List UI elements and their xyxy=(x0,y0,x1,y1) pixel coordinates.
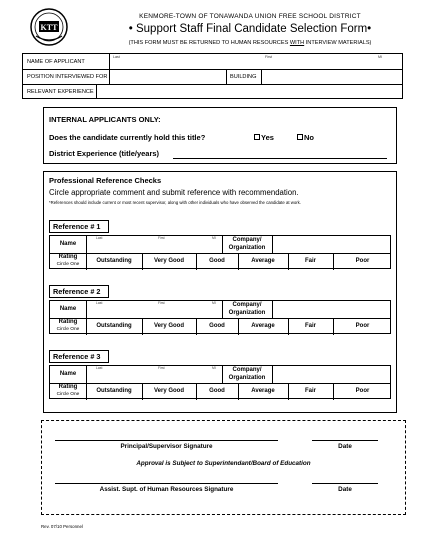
organization-label: Organization xyxy=(228,245,266,251)
company-label: Company/ xyxy=(232,367,262,373)
rating-option-poor[interactable]: Poor xyxy=(355,388,370,394)
internal-title: INTERNAL APPLICANTS ONLY: xyxy=(49,115,161,124)
company-label: Company/ xyxy=(232,237,262,243)
rating-option-good[interactable]: Good xyxy=(209,323,225,329)
date-line-2[interactable] xyxy=(312,483,378,484)
rating-option-outstanding[interactable]: Outstanding xyxy=(96,323,132,329)
rating-option-very-good[interactable]: Very Good xyxy=(153,323,184,329)
company-field[interactable] xyxy=(274,238,390,251)
circle-one-label: Circle One xyxy=(56,327,80,332)
date-label-1: Date xyxy=(338,443,352,450)
divider xyxy=(109,69,110,84)
first-hint: First xyxy=(158,301,165,305)
reference-1-table xyxy=(49,235,391,269)
rating-label: Rating xyxy=(58,254,78,260)
assistant-signature-line[interactable] xyxy=(55,483,278,484)
district-logo xyxy=(30,8,68,46)
signature-box xyxy=(41,420,406,515)
name-label: Name xyxy=(59,241,77,247)
reference-3-label: Reference # 3 xyxy=(49,350,109,363)
last-hint: Last xyxy=(113,55,120,59)
experience-label: RELEVANT EXPERIENCE xyxy=(27,89,94,95)
rating-option-good[interactable]: Good xyxy=(209,388,225,394)
divider xyxy=(96,84,97,99)
reference-checks-box xyxy=(43,171,397,413)
reference-2-table xyxy=(49,300,391,334)
principal-signature-label: Principal/Supervisor Signature xyxy=(120,443,213,450)
first-hint: First xyxy=(265,55,272,59)
rating-option-fair[interactable]: Fair xyxy=(304,388,316,394)
internal-applicants-box xyxy=(43,107,397,164)
rating-option-average[interactable]: Average xyxy=(251,388,275,394)
circle-one-label: Circle One xyxy=(56,262,80,267)
applicant-name-field[interactable] xyxy=(111,56,401,67)
hold-title-question: Does the candidate currently hold this title? xyxy=(49,133,206,142)
applicant-info-table xyxy=(22,53,403,99)
organization-label: Organization xyxy=(228,375,266,381)
assistant-signature-label: Assist. Supt. of Human Resources Signature xyxy=(99,486,234,493)
rating-option-fair[interactable]: Fair xyxy=(304,258,316,264)
mi-hint: MI xyxy=(212,301,216,305)
rating-option-poor[interactable]: Poor xyxy=(355,258,370,264)
reference-2-label: Reference # 2 xyxy=(49,285,109,298)
organization-label: Organization xyxy=(228,310,266,316)
divider xyxy=(226,69,227,84)
no-label: No xyxy=(304,133,314,142)
approval-note: Approval is Subject to Superintendant/Board of Education xyxy=(136,460,311,467)
divider xyxy=(86,366,87,400)
reference-1-label: Reference # 1 xyxy=(49,220,109,233)
row-divider xyxy=(50,383,390,384)
rating-option-very-good[interactable]: Very Good xyxy=(153,258,184,264)
company-field[interactable] xyxy=(274,368,390,381)
reference-name-field[interactable] xyxy=(88,368,220,381)
rating-label: Rating xyxy=(58,384,78,390)
revision-note: Rev. 07/10 Personnel xyxy=(41,524,83,529)
principal-signature-line[interactable] xyxy=(55,440,278,441)
subtitle-post: INTERVIEW MATERIALS) xyxy=(304,40,372,46)
district-experience-label: District Experience (title/years) xyxy=(49,149,160,158)
divider xyxy=(272,236,273,253)
name-of-applicant-label: NAME OF APPLICANT xyxy=(27,59,85,65)
divider xyxy=(86,236,87,270)
mi-hint: MI xyxy=(212,236,216,240)
first-hint: First xyxy=(158,366,165,370)
divider xyxy=(109,54,110,69)
name-label: Name xyxy=(59,371,77,377)
mi-hint: MI xyxy=(212,366,216,370)
rating-option-average[interactable]: Average xyxy=(251,323,275,329)
name-label: Name xyxy=(59,306,77,312)
last-hint: Last xyxy=(96,301,103,305)
position-label: POSITION INTERVIEWED FOR xyxy=(27,74,108,80)
form-title: • Support Staff Final Candidate Selection Form• xyxy=(128,23,372,35)
rating-option-outstanding[interactable]: Outstanding xyxy=(96,388,132,394)
reference-instructions: Circle appropriate comment and submit reference with recommendation. xyxy=(49,188,299,197)
company-label: Company/ xyxy=(232,302,262,308)
reference-note: *References should include current or most recent supervisor, along with other individuals who have observed the candidate at work. xyxy=(49,200,301,205)
row-divider xyxy=(50,253,390,254)
form-subtitle xyxy=(80,40,420,46)
rating-option-fair[interactable]: Fair xyxy=(304,323,316,329)
first-hint: First xyxy=(158,236,165,240)
subtitle-with: WITH xyxy=(289,40,305,46)
date-label-2: Date xyxy=(338,486,352,493)
circle-one-label: Circle One xyxy=(56,392,80,397)
reference-3-table xyxy=(49,365,391,399)
company-field[interactable] xyxy=(274,303,390,316)
reference-name-field[interactable] xyxy=(88,303,220,316)
district-name: KENMORE-TOWN OF TONAWANDA UNION FREE SCHOOL DISTRICT xyxy=(139,13,361,20)
row-divider xyxy=(50,318,390,319)
rating-option-good[interactable]: Good xyxy=(209,258,225,264)
position-field[interactable] xyxy=(111,70,241,83)
last-hint: Last xyxy=(96,236,103,240)
rating-option-outstanding[interactable]: Outstanding xyxy=(96,258,132,264)
building-field[interactable] xyxy=(263,70,401,83)
rating-option-average[interactable]: Average xyxy=(251,258,275,264)
divider xyxy=(86,301,87,335)
rating-option-very-good[interactable]: Very Good xyxy=(153,388,184,394)
reference-name-field[interactable] xyxy=(88,238,220,251)
divider xyxy=(272,366,273,383)
date-line-1[interactable] xyxy=(312,440,378,441)
divider xyxy=(261,69,262,84)
rating-label: Rating xyxy=(58,319,78,325)
district-experience-field[interactable] xyxy=(173,158,387,159)
yes-checkbox[interactable] xyxy=(254,134,260,140)
subtitle-pre: (THIS FORM MUST BE RETURNED TO HUMAN RESOURCES xyxy=(128,40,290,46)
last-hint: Last xyxy=(96,366,103,370)
mi-hint: MI xyxy=(378,55,382,59)
yes-label: Yes xyxy=(261,133,274,142)
logo-lettering: KTT xyxy=(40,23,58,32)
experience-field[interactable] xyxy=(98,85,401,98)
rating-option-poor[interactable]: Poor xyxy=(355,323,370,329)
no-checkbox[interactable] xyxy=(297,134,303,140)
building-label: BUILDING xyxy=(230,74,257,80)
divider xyxy=(272,301,273,318)
reference-checks-title: Professional Reference Checks xyxy=(49,176,162,185)
